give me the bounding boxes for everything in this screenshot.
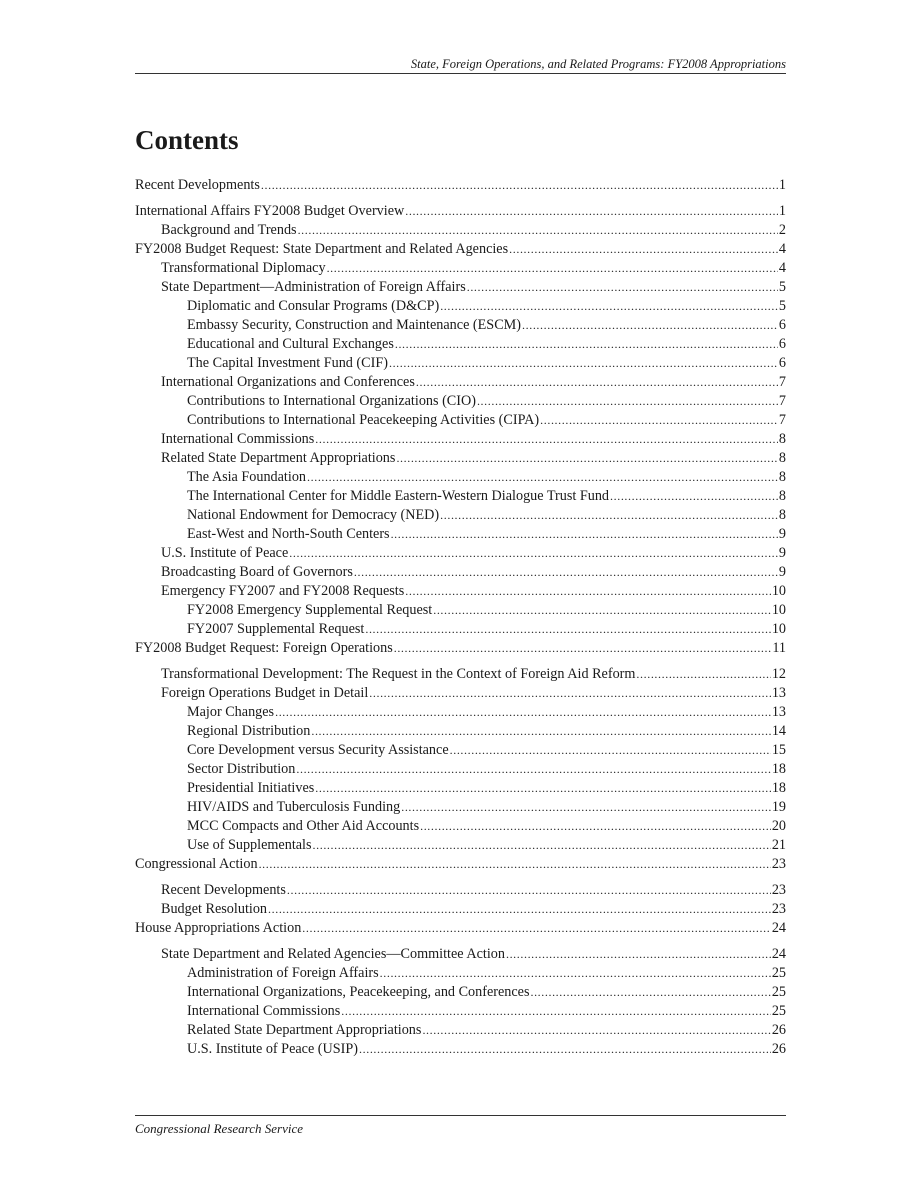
- dot-leader: [467, 278, 778, 297]
- toc-entry-page: 1: [778, 203, 786, 219]
- dot-leader: [506, 945, 771, 964]
- toc-entry-title: Budget Resolution: [161, 901, 268, 917]
- toc-entry-page: 13: [771, 685, 786, 701]
- toc-entry-page: 23: [771, 882, 786, 898]
- dot-leader: [395, 335, 778, 354]
- toc-entry-title: FY2008 Budget Request: State Department and Related Agencies: [135, 241, 509, 257]
- dot-leader: [327, 259, 778, 278]
- toc-entry[interactable]: [135, 392, 786, 411]
- dot-leader: [509, 240, 778, 259]
- toc-entry[interactable]: [135, 544, 786, 563]
- dot-leader: [268, 900, 771, 919]
- toc-entry-title: International Organizations and Conferences: [161, 374, 415, 390]
- toc-entry-page: 14: [771, 723, 786, 739]
- toc-entry-title: International Organizations, Peacekeeping, and Conferences: [187, 984, 530, 1000]
- toc-entry-page: 4: [778, 241, 786, 257]
- dot-leader: [522, 316, 778, 335]
- toc-entry-title: Diplomatic and Consular Programs (D&CP): [187, 298, 440, 314]
- table-of-contents: [135, 176, 786, 1059]
- dot-leader: [433, 601, 771, 620]
- toc-entry-title: East-West and North-South Centers: [187, 526, 390, 542]
- toc-entry-page: 15: [771, 742, 786, 758]
- toc-entry-page: 5: [778, 279, 786, 295]
- toc-entry[interactable]: [135, 881, 786, 900]
- toc-entry[interactable]: [135, 665, 786, 684]
- toc-entry[interactable]: [135, 703, 786, 722]
- toc-entry-page: 9: [778, 545, 786, 561]
- page-title: Contents: [135, 125, 239, 155]
- toc-entry-title: Recent Developments: [161, 882, 286, 898]
- toc-entry-page: 8: [778, 507, 786, 523]
- dot-leader: [380, 964, 771, 983]
- dot-leader: [422, 1021, 770, 1040]
- dot-leader: [259, 855, 771, 874]
- toc-entry-page: 24: [771, 920, 786, 936]
- dot-leader: [396, 449, 777, 468]
- footer-rule: [135, 1115, 786, 1116]
- toc-entry-page: 2: [778, 222, 786, 238]
- toc-entry-title: Major Changes: [187, 704, 275, 720]
- toc-entry[interactable]: [135, 760, 786, 779]
- toc-entry-title: Recent Developments: [135, 177, 260, 193]
- toc-entry-title: Emergency FY2007 and FY2008 Requests: [161, 583, 405, 599]
- toc-entry-page: 8: [778, 450, 786, 466]
- toc-entry[interactable]: [135, 983, 786, 1002]
- toc-entry-page: 24: [771, 946, 786, 962]
- toc-entry[interactable]: [135, 259, 786, 278]
- toc-entry[interactable]: [135, 240, 786, 259]
- toc-entry-title: Foreign Operations Budget in Detail: [161, 685, 369, 701]
- toc-entry[interactable]: [135, 221, 786, 240]
- toc-entry[interactable]: [135, 684, 786, 703]
- toc-entry-title: State Department—Administration of Foreign Affairs: [161, 279, 466, 295]
- toc-entry-title: MCC Compacts and Other Aid Accounts: [187, 818, 420, 834]
- dot-leader: [405, 582, 771, 601]
- dot-leader: [416, 373, 778, 392]
- toc-entry[interactable]: [135, 639, 786, 658]
- toc-entry-title: U.S. Institute of Peace (USIP): [187, 1041, 359, 1057]
- toc-entry-title: HIV/AIDS and Tuberculosis Funding: [187, 799, 401, 815]
- toc-entry-title: Contributions to International Peacekeeping Activities (CIPA): [187, 412, 540, 428]
- toc-entry[interactable]: [135, 487, 786, 506]
- toc-entry[interactable]: [135, 563, 786, 582]
- toc-entry-page: 25: [771, 1003, 786, 1019]
- toc-entry-title: Presidential Initiatives: [187, 780, 315, 796]
- toc-entry-title: Related State Department Appropriations: [187, 1022, 422, 1038]
- toc-entry[interactable]: [135, 468, 786, 487]
- dot-leader: [530, 983, 770, 1002]
- toc-entry-title: U.S. Institute of Peace: [161, 545, 289, 561]
- toc-entry-title: International Affairs FY2008 Budget Overview: [135, 203, 405, 219]
- toc-entry-title: The International Center for Middle Eastern-Western Dialogue Trust Fund: [187, 488, 610, 504]
- dot-leader: [315, 430, 778, 449]
- dot-leader: [302, 919, 771, 938]
- header-rule: [135, 73, 786, 74]
- dot-leader: [420, 817, 771, 836]
- dot-leader: [298, 221, 778, 240]
- dot-leader: [369, 684, 771, 703]
- toc-entry[interactable]: [135, 855, 786, 874]
- dot-leader: [275, 703, 771, 722]
- toc-entry-page: 12: [771, 666, 786, 682]
- dot-leader: [287, 881, 771, 900]
- dot-leader: [296, 760, 770, 779]
- toc-entry-page: 8: [778, 431, 786, 447]
- toc-entry-page: 25: [771, 965, 786, 981]
- toc-entry[interactable]: [135, 335, 786, 354]
- toc-entry-title: Transformational Diplomacy: [161, 260, 326, 276]
- toc-entry-title: National Endowment for Democracy (NED): [187, 507, 440, 523]
- toc-entry-page: 8: [778, 469, 786, 485]
- toc-entry-title: International Commissions: [161, 431, 315, 447]
- toc-entry[interactable]: [135, 1040, 786, 1059]
- toc-entry-page: 13: [771, 704, 786, 720]
- toc-entry[interactable]: [135, 506, 786, 525]
- dot-leader: [636, 665, 770, 684]
- toc-entry-page: 20: [771, 818, 786, 834]
- toc-entry-title: Core Development versus Security Assistance: [187, 742, 449, 758]
- toc-entry-page: 11: [772, 640, 786, 656]
- running-header: State, Foreign Operations, and Related Programs: FY2008 Appropriations: [410, 57, 786, 71]
- toc-entry-title: Contributions to International Organizations (CIO): [187, 393, 476, 409]
- dot-leader: [440, 297, 778, 316]
- toc-entry[interactable]: [135, 722, 786, 741]
- toc-entry[interactable]: [135, 1021, 786, 1040]
- dot-leader: [405, 202, 778, 221]
- dot-leader: [450, 741, 771, 760]
- toc-entry-page: 10: [771, 602, 786, 618]
- dot-leader: [610, 487, 778, 506]
- dot-leader: [365, 620, 770, 639]
- toc-entry-page: 9: [778, 526, 786, 542]
- toc-entry[interactable]: [135, 741, 786, 760]
- toc-entry-page: 7: [778, 374, 786, 390]
- toc-entry[interactable]: [135, 919, 786, 938]
- toc-entry[interactable]: [135, 836, 786, 855]
- toc-entry-page: 10: [771, 621, 786, 637]
- dot-leader: [359, 1040, 771, 1059]
- toc-entry-title: FY2008 Budget Request: Foreign Operations: [135, 640, 393, 656]
- toc-entry[interactable]: [135, 817, 786, 836]
- toc-entry-title: Regional Distribution: [187, 723, 311, 739]
- toc-entry-title: Related State Department Appropriations: [161, 450, 396, 466]
- dot-leader: [394, 639, 772, 658]
- dot-leader: [354, 563, 778, 582]
- dot-leader: [401, 798, 771, 817]
- toc-entry-page: 9: [778, 564, 786, 580]
- toc-entry-page: 10: [771, 583, 786, 599]
- dot-leader: [311, 722, 770, 741]
- toc-entry-page: 21: [771, 837, 786, 853]
- toc-entry-title: Transformational Development: The Request in the Context of Foreign Aid Reform: [161, 666, 636, 682]
- footer-text: Congressional Research Service: [135, 1121, 303, 1136]
- toc-entry-page: 18: [771, 761, 786, 777]
- dot-leader: [289, 544, 778, 563]
- toc-entry[interactable]: [135, 945, 786, 964]
- dot-leader: [540, 411, 778, 430]
- toc-entry-title: Broadcasting Board of Governors: [161, 564, 353, 580]
- toc-entry[interactable]: [135, 900, 786, 919]
- toc-entry-page: 4: [778, 260, 786, 276]
- toc-entry-title: Embassy Security, Construction and Maintenance (ESCM): [187, 317, 522, 333]
- toc-entry-title: Administration of Foreign Affairs: [187, 965, 379, 981]
- toc-entry[interactable]: [135, 964, 786, 983]
- toc-entry-title: Sector Distribution: [187, 761, 296, 777]
- dot-leader: [389, 354, 778, 373]
- toc-entry-page: 8: [778, 488, 786, 504]
- toc-entry[interactable]: [135, 601, 786, 620]
- toc-entry[interactable]: [135, 278, 786, 297]
- dot-leader: [440, 506, 778, 525]
- toc-entry[interactable]: [135, 373, 786, 392]
- toc-entry-title: FY2008 Emergency Supplemental Request: [187, 602, 433, 618]
- toc-entry-page: 7: [778, 412, 786, 428]
- toc-entry[interactable]: [135, 430, 786, 449]
- toc-entry[interactable]: [135, 316, 786, 335]
- toc-entry[interactable]: [135, 176, 786, 195]
- toc-entry[interactable]: [135, 582, 786, 601]
- toc-entry-title: The Capital Investment Fund (CIF): [187, 355, 388, 371]
- toc-entry[interactable]: [135, 411, 786, 430]
- toc-entry-page: 5: [778, 298, 786, 314]
- dot-leader: [341, 1002, 771, 1021]
- toc-entry[interactable]: [135, 525, 786, 544]
- toc-entry-page: 23: [771, 901, 786, 917]
- toc-entry-title: Congressional Action: [135, 856, 258, 872]
- toc-entry-page: 6: [778, 355, 786, 371]
- toc-entry-page: 23: [771, 856, 786, 872]
- toc-entry[interactable]: [135, 779, 786, 798]
- toc-entry-page: 26: [771, 1022, 786, 1038]
- toc-entry[interactable]: [135, 1002, 786, 1021]
- toc-entry-page: 26: [771, 1041, 786, 1057]
- toc-entry[interactable]: [135, 202, 786, 221]
- toc-entry-page: 19: [771, 799, 786, 815]
- toc-entry-title: Background and Trends: [161, 222, 297, 238]
- toc-entry-page: 6: [778, 317, 786, 333]
- toc-entry[interactable]: [135, 798, 786, 817]
- toc-entry-title: House Appropriations Action: [135, 920, 302, 936]
- toc-entry-title: Use of Supplementals: [187, 837, 312, 853]
- toc-entry-title: FY2007 Supplemental Request: [187, 621, 365, 637]
- toc-entry-title: International Commissions: [187, 1003, 341, 1019]
- toc-entry[interactable]: [135, 620, 786, 639]
- toc-entry[interactable]: [135, 449, 786, 468]
- toc-entry-page: 7: [778, 393, 786, 409]
- toc-entry-title: Educational and Cultural Exchanges: [187, 336, 394, 352]
- toc-entry-page: 1: [778, 177, 786, 193]
- toc-entry[interactable]: [135, 354, 786, 373]
- toc-entry-title: The Asia Foundation: [187, 469, 307, 485]
- dot-leader: [313, 836, 771, 855]
- toc-entry-title: State Department and Related Agencies—Committee Action: [161, 946, 505, 962]
- dot-leader: [307, 468, 778, 487]
- toc-entry-page: 25: [771, 984, 786, 1000]
- toc-entry[interactable]: [135, 297, 786, 316]
- toc-entry-page: 6: [778, 336, 786, 352]
- dot-leader: [391, 525, 778, 544]
- toc-entry-page: 18: [771, 780, 786, 796]
- dot-leader: [261, 176, 778, 195]
- dot-leader: [477, 392, 778, 411]
- dot-leader: [315, 779, 771, 798]
